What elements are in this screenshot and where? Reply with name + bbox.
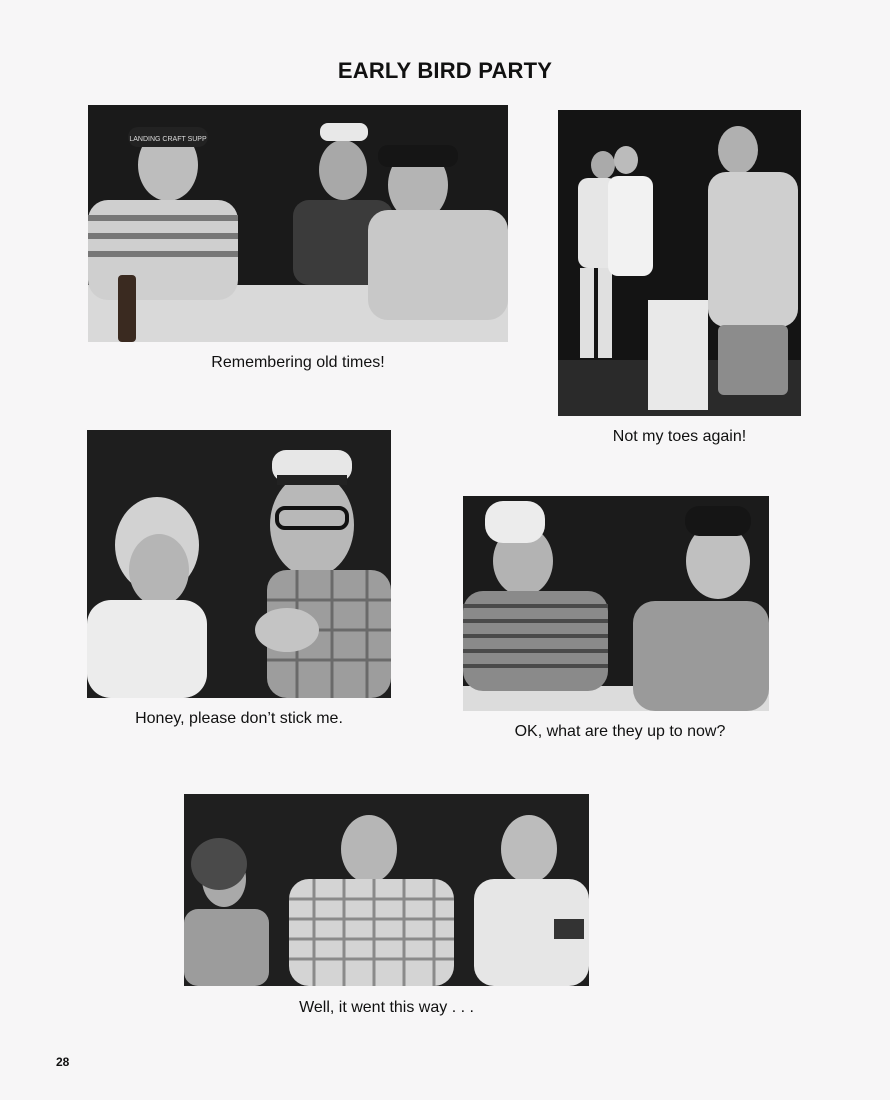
photo-honey-dont-stick-me bbox=[87, 430, 391, 698]
photo-3-image bbox=[87, 430, 391, 698]
page-title: EARLY BIRD PARTY bbox=[337, 58, 553, 83]
caption-what-are-they-up-to: OK, what are they up to now? bbox=[514, 723, 726, 740]
caption-honey-dont-stick-me: Honey, please don’t stick me. bbox=[135, 710, 343, 727]
photo-4-image bbox=[463, 496, 769, 711]
photo-5-image bbox=[184, 794, 589, 986]
cap-lettering: LANDING CRAFT SUPP bbox=[129, 136, 207, 143]
caption-not-my-toes: Not my toes again! bbox=[612, 428, 747, 445]
photo-2-image bbox=[558, 110, 801, 416]
photo-1-image bbox=[88, 105, 508, 342]
page-number: 28 bbox=[56, 1055, 70, 1069]
caption-remembering-old-times: Remembering old times! bbox=[211, 354, 385, 371]
caption-it-went-this-way: Well, it went this way . . . bbox=[299, 999, 474, 1016]
photo-it-went-this-way bbox=[184, 794, 589, 986]
photo-what-are-they-up-to bbox=[463, 496, 769, 711]
photo-remembering-old-times bbox=[88, 105, 508, 342]
photo-not-my-toes bbox=[558, 110, 801, 416]
